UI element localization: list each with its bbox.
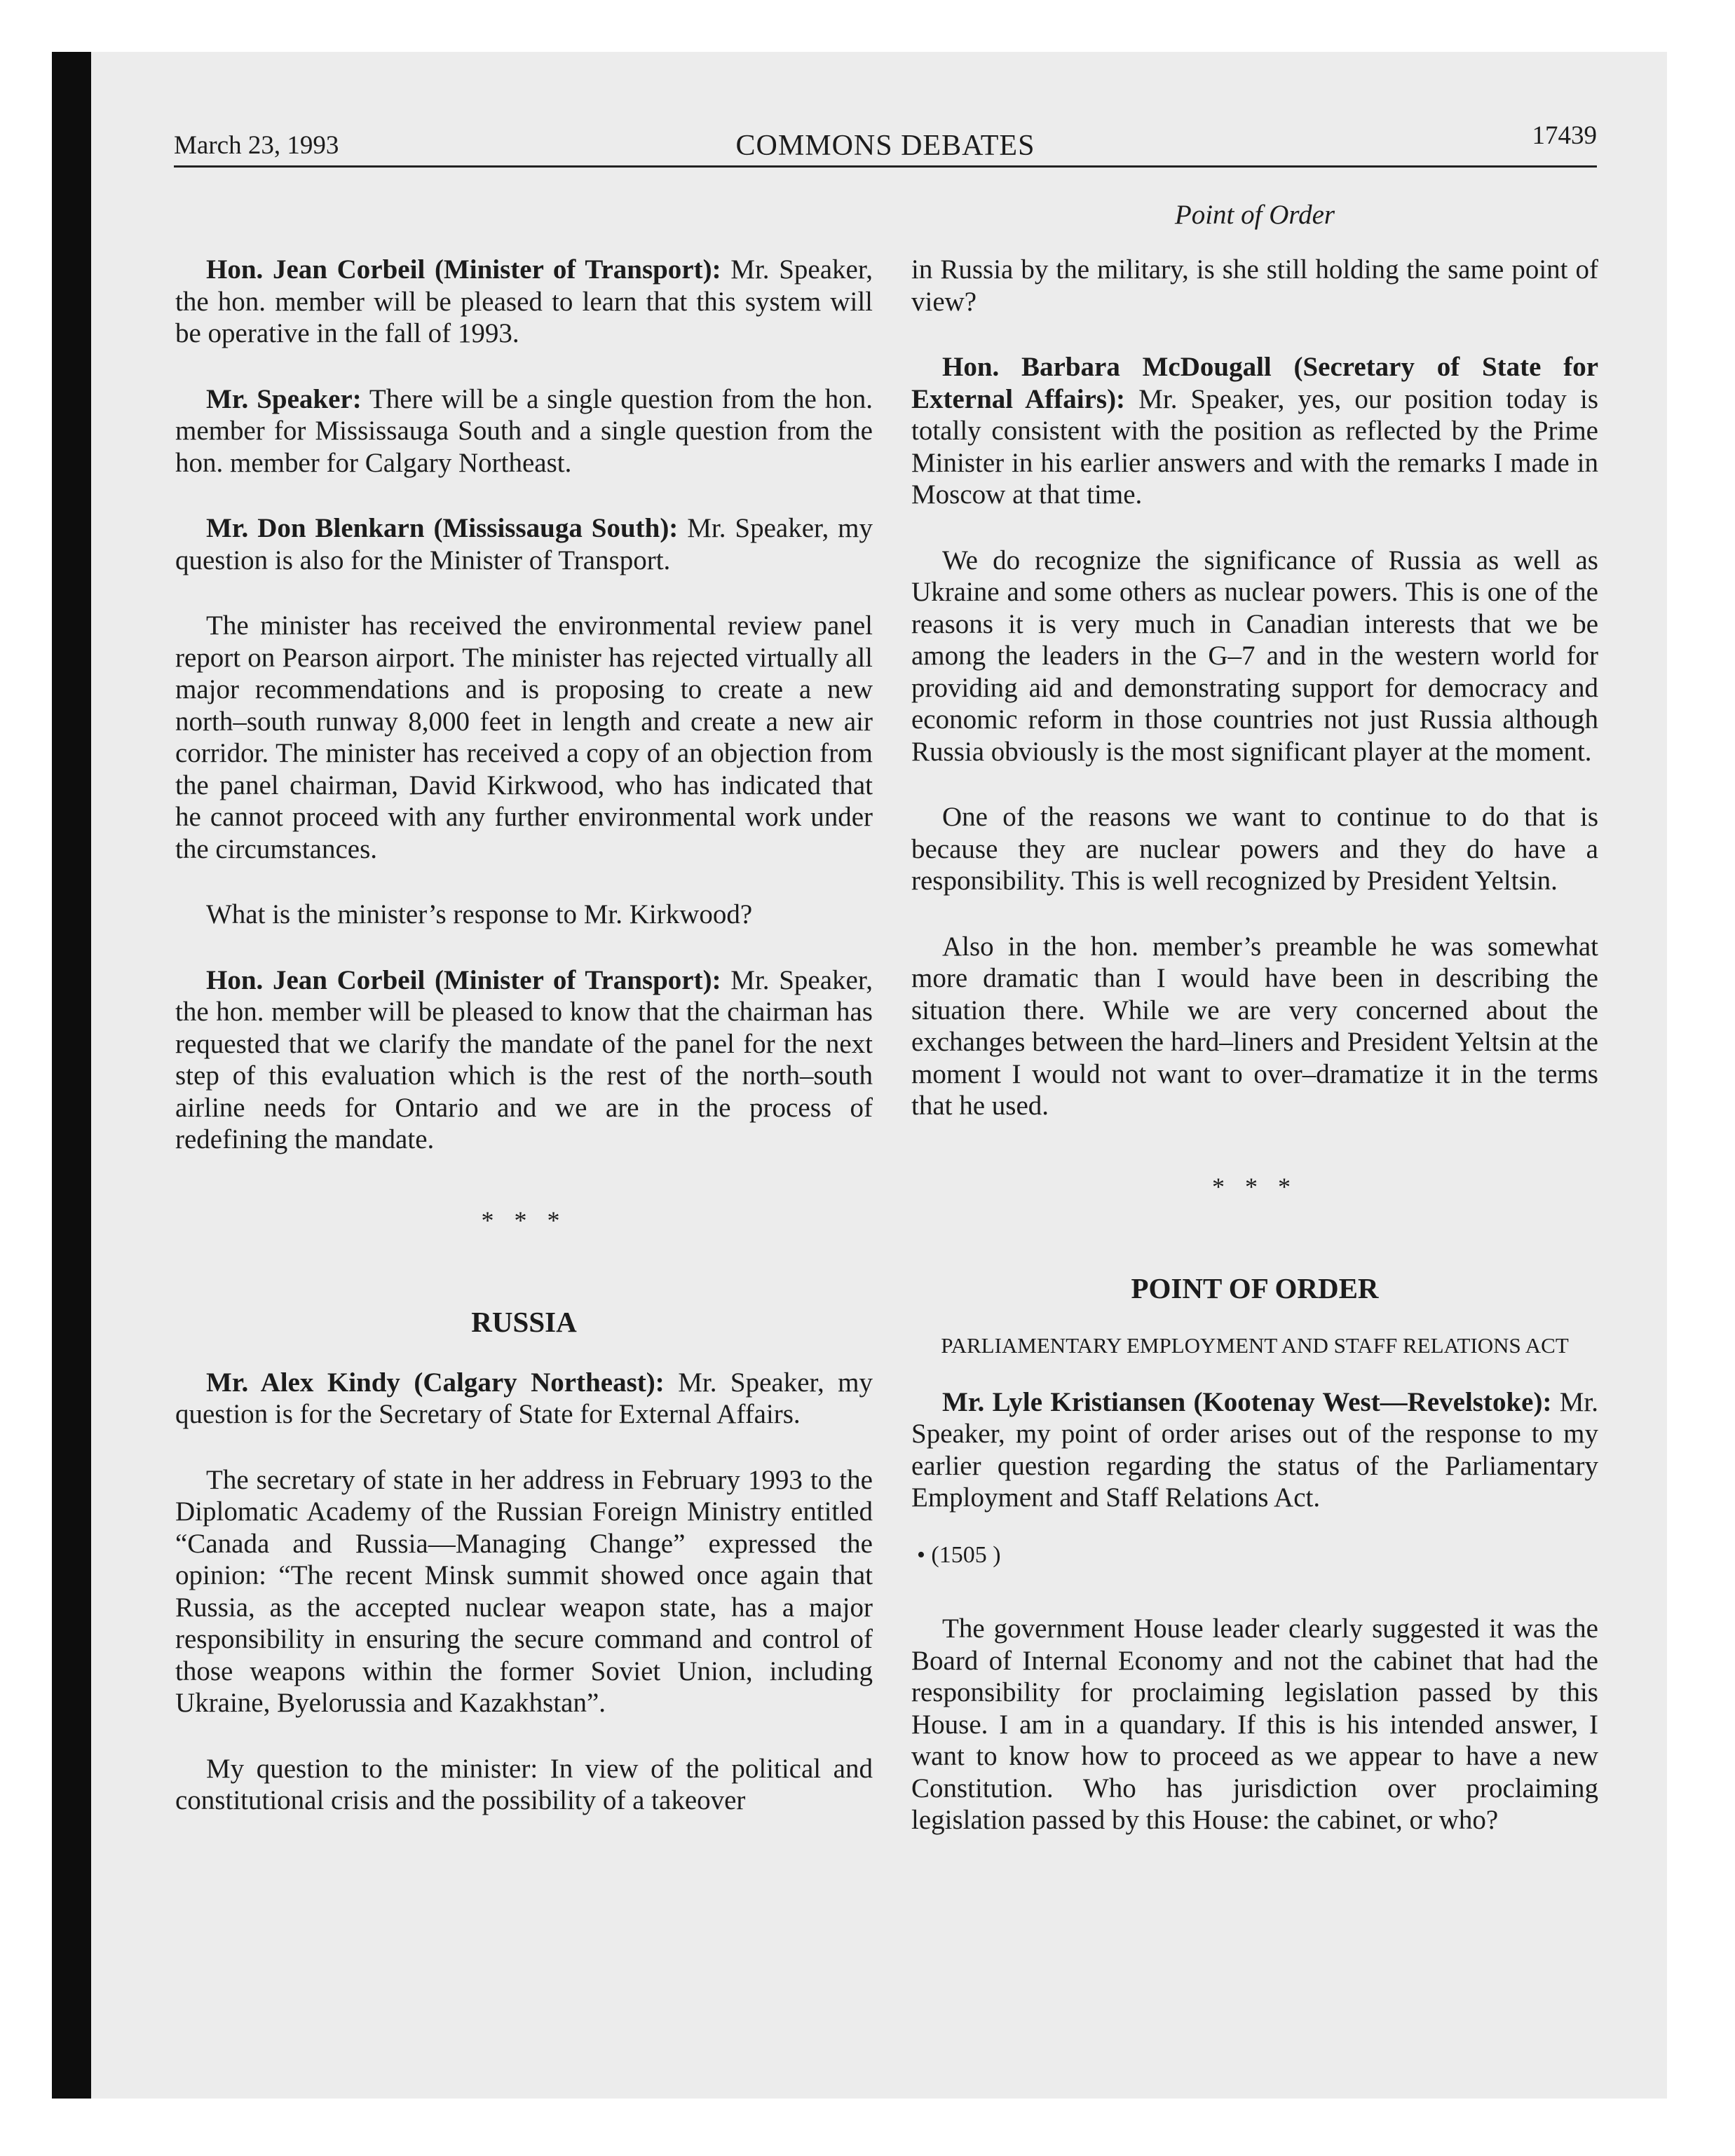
speaker-name: Mr. Speaker:	[206, 383, 362, 414]
header-date: March 23, 1993	[174, 131, 339, 160]
paragraph	[175, 512, 873, 576]
section-subheading: PARLIAMENTARY EMPLOYMENT AND STAFF RELATIONS ACT	[941, 1332, 1569, 1358]
paragraph: The secretary of state in her address in February 1993 to the Diplomatic Academy of the Russian Foreign Ministry entitled “Canada and Russia—Managing Change” expressed the opinion: “The recent Minsk summit showed once again that Russia, as the accepted nuclear weapon state, has a major responsibility in ensuring the secure command and control of those weapons within the former Soviet Union, including Ukraine, Byelorussia and Kazakhstan”.	[175, 1464, 873, 1718]
paragraph: One of the reasons we want to continue to do that is because they are nuclear powers and they do have a responsibility. This is well recognized by President Yeltsin.	[911, 802, 1598, 896]
paragraph: Also in the hon. member’s preamble he was somewhat more dramatic than I would have been in describing the situation there. While we are very concerned about the exchanges between the hard–liners and President Yeltsin at the moment I would not want to over–dramatize it in the terms that he used.	[911, 931, 1598, 1121]
paragraph-text: There will be a single question from the hon. member for Mississauga South and a single question from the hon. member for Calgary Northeast.	[175, 383, 873, 478]
paragraph: The government House leader clearly suggested it was the Board of Internal Economy and not the cabinet that had the responsibility for proclaiming legislation passed by this House. I am in a quandary. If this is his intended answer, I want to know how to proceed as we appear to have a new Constitution. Who has jurisdiction over proclaiming legislation passed by this House: the cabinet, or who?	[911, 1613, 1598, 1835]
paragraph: in Russia by the military, is she still holding the same point of view?	[911, 254, 1598, 317]
paragraph	[175, 1367, 873, 1431]
header-rule	[174, 165, 1597, 168]
paragraph-text: Mr. Speaker, the hon. member will be pleased to know that the chairman has requested that we clarify the mandate of the panel for the next step of this evaluation which is the rest of the north–south airline needs for Ontario and we are in the process of redefining the mandate.	[175, 964, 873, 1154]
section-label: Point of Order	[1174, 200, 1335, 230]
paragraph	[175, 383, 873, 479]
paragraph: The minister has received the environmental review panel report on Pearson airport. The minister has rejected virtually all major recommendations and is proposing to create a new north–south runway 8,000 feet in length and create a new air corridor. The minister has received a copy of an objection from the panel chairman, David Kirkwood, who has indicated that he cannot proceed with any further environmental work under the circumstances.	[175, 610, 873, 864]
page-number: 17439	[1532, 121, 1597, 150]
paragraph	[175, 964, 873, 1156]
speaker-name: Mr. Don Blenkarn (Mississauga South):	[206, 513, 679, 543]
time-marker: • (1505 )	[917, 1541, 1001, 1568]
paragraph	[911, 1386, 1598, 1514]
section-separator: * * *	[481, 1206, 567, 1234]
scan-binding-edge	[52, 52, 91, 2099]
paragraph-text: Mr. Speaker, my point of order arises out of the response to my earlier question regarding the status of the Parliamentary Employment and Staff Relations Act.	[911, 1386, 1598, 1513]
speaker-name: Hon. Jean Corbeil (Minister of Transport):	[206, 964, 721, 995]
header-title: COMMONS DEBATES	[735, 130, 1035, 162]
section-separator: * * *	[1212, 1172, 1298, 1201]
speaker-name: Mr. Alex Kindy (Calgary Northeast):	[206, 1367, 665, 1398]
section-heading: POINT OF ORDER	[1131, 1272, 1379, 1304]
paragraph	[911, 351, 1598, 511]
speaker-name: Mr. Lyle Kristiansen (Kootenay West—Revelstoke):	[942, 1386, 1552, 1417]
paragraph: What is the minister’s response to Mr. Kirkwood?	[206, 899, 753, 929]
running-head	[174, 119, 1597, 161]
paragraph-text: Mr. Speaker, my question is also for the Minister of Transport.	[175, 513, 873, 575]
left-column	[175, 254, 873, 1850]
paragraph-text: Mr. Speaker, my question is for the Secretary of State for External Affairs.	[175, 1367, 873, 1429]
right-column	[911, 254, 1598, 1870]
speaker-name: Hon. Jean Corbeil (Minister of Transport):	[206, 254, 721, 285]
paragraph: We do recognize the significance of Russia as well as Ukraine and some others as nuclear powers. This is one of the reasons it is very much in Canadian interests that we be among the leaders in the G–7 and in the western world for providing aid and demonstrating support for democracy and economic reform in those countries not just Russia although Russia obviously is the most significant player at the moment.	[911, 545, 1598, 767]
paragraph: My question to the minister: In view of the political and constitutional crisis and the possibility of a takeover	[175, 1753, 873, 1815]
section-heading: RUSSIA	[471, 1306, 577, 1338]
speaker-name: Hon. Barbara McDougall (Secretary of State for External Affairs):	[911, 352, 1598, 414]
paragraph	[175, 254, 873, 350]
paragraph-text: Mr. Speaker, the hon. member will be pleased to learn that this system will be operative in the fall of 1993.	[175, 254, 873, 348]
paragraph-text: Mr. Speaker, yes, our position today is totally consistent with the position as reflected by the Prime Minister in his earlier answers and with the remarks I made in Moscow at that time.	[911, 383, 1599, 510]
